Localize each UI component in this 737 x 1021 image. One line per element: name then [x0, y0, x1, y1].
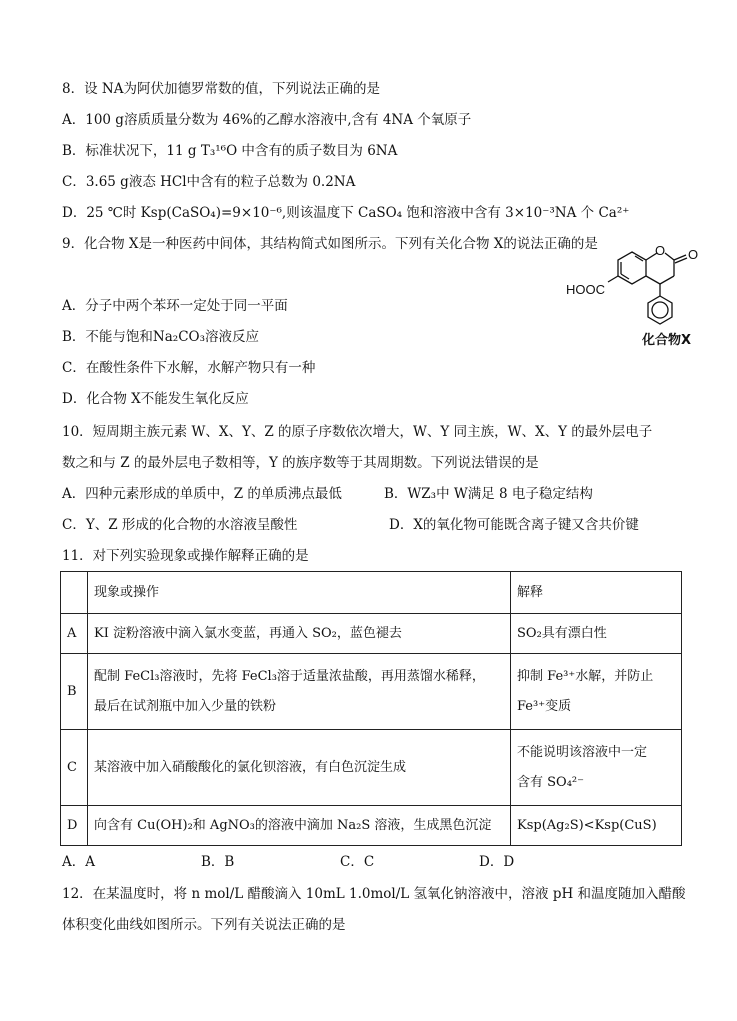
row-explanation — [511, 654, 682, 730]
q10-option-c: C．Y、Z 形成的化合物的水溶液呈酸性 — [62, 517, 298, 533]
row-key: A — [61, 614, 88, 654]
row-operation — [88, 654, 511, 730]
q8-option-a: A．100 g溶质质量分数为 46%的乙醇水溶液中,含有 4NA 个氧原子 — [62, 112, 472, 128]
table-row — [61, 730, 682, 806]
q8-option-b: B．标准状况下，11 g T₃¹⁶O 中含有的质子数目为 6NA — [62, 143, 398, 159]
q11-answer-options — [62, 852, 618, 872]
table-header-explanation: 解释 — [511, 572, 682, 614]
q9-option-a: A．分子中两个苯环一定处于同一平面 — [62, 298, 288, 314]
compound-x-figure — [562, 236, 722, 354]
row-operation: 向含有 Cu(OH)₂和 AgNO₃的溶液中滴加 Na₂S 溶液，生成黑色沉淀 — [88, 806, 511, 846]
row-key: C — [61, 730, 88, 806]
row-operation: KI 淀粉溶液中滴入氯水变蓝，再通入 SO₂，蓝色褪去 — [88, 614, 511, 654]
q10-option-d: D．X的氧化物可能既含离子键又含共价键 — [389, 517, 639, 533]
q11-answer-c: C．C — [340, 854, 375, 870]
hooc-label: HOOC — [566, 282, 605, 297]
q12-stem-line1: 12．在某温度时，将 n mol/L 醋酸滴入 10mL 1.0mol/L 氢氧化钠溶液中，溶液 pH 和温度随加入醋酸 — [62, 886, 686, 902]
table-header-key — [61, 572, 88, 614]
row-explanation-line1: 不能说明该溶液中一定 — [517, 744, 648, 760]
table-row — [61, 614, 682, 654]
row-key: B — [61, 654, 88, 730]
q11-table — [60, 571, 682, 846]
row-explanation: Ksp(Ag₂S)<Ksp(CuS) — [511, 806, 682, 846]
row-explanation-line1: 抑制 Fe³⁺水解，并防止 — [517, 668, 654, 684]
row-explanation-line2: 含有 SO₄²⁻ — [517, 774, 584, 790]
q10-option-a: A．四种元素形成的单质中，Z 的单质沸点最低 — [62, 486, 342, 502]
row-operation: 某溶液中加入硝酸酸化的氯化钡溶液，有白色沉淀生成 — [88, 730, 511, 806]
ring-oxygen-label: O — [655, 243, 666, 258]
row-operation-line1: 配制 FeCl₃溶液时，先将 FeCl₃溶于适量浓盐酸，再用蒸馏水稀释， — [94, 668, 485, 684]
row-explanation-line2: Fe³⁺变质 — [517, 698, 572, 714]
q9-option-c: C．在酸性条件下水解，水解产物只有一种 — [62, 360, 316, 376]
q10-option-b: B．WZ₃中 W满足 8 电子稳定结构 — [384, 486, 593, 502]
carbonyl-oxygen-label: O — [688, 247, 699, 262]
table-row — [61, 806, 682, 846]
q11-answer-a: A．A — [62, 854, 95, 870]
table-header-operation: 现象或操作 — [88, 572, 511, 614]
table-header-row — [61, 572, 682, 614]
compound-x-label: 化合物X — [642, 333, 692, 348]
q9-option-d: D．化合物 X不能发生氧化反应 — [62, 391, 249, 407]
table-row — [61, 654, 682, 730]
row-explanation — [511, 730, 682, 806]
row-operation-line2: 最后在试剂瓶中加入少量的铁粉 — [94, 698, 277, 714]
q8-option-c: C．3.65 g液态 HCl中含有的粒子总数为 0.2NA — [62, 174, 356, 190]
q11-stem: 11．对下列实验现象或操作解释正确的是 — [62, 548, 309, 564]
row-explanation: SO₂具有漂白性 — [511, 614, 682, 654]
q10-stem-line2: 数之和与 Z 的最外层电子数相等，Y 的族序数等于其周期数。下列说法错误的是 — [62, 455, 539, 471]
q8-stem: 8．设 NA为阿伏加德罗常数的值，下列说法正确的是 — [62, 81, 380, 97]
q11-answer-d: D．D — [479, 854, 515, 870]
row-key: D — [61, 806, 88, 846]
q8-option-d: D．25 ℃时 Ksp(CaSO₄)=9×10⁻⁶,则该温度下 CaSO₄ 饱和溶液中含有 3×10⁻³NA 个 Ca²⁺ — [62, 205, 630, 221]
q12-stem-line2: 体积变化曲线如图所示。下列有关说法正确的是 — [62, 917, 346, 933]
q11-answer-b: B．B — [201, 854, 235, 870]
q9-stem: 9．化合物 X是一种医药中间体，其结构简式如图所示。下列有关化合物 X的说法正确的是 — [62, 236, 598, 252]
q10-stem-line1: 10．短周期主族元素 W、X、Y、Z 的原子序数依次增大，W、Y 同主族，W、X、Y 的最外层电子 — [62, 424, 653, 440]
q9-option-b: B．不能与饱和Na₂CO₃溶液反应 — [62, 329, 260, 345]
